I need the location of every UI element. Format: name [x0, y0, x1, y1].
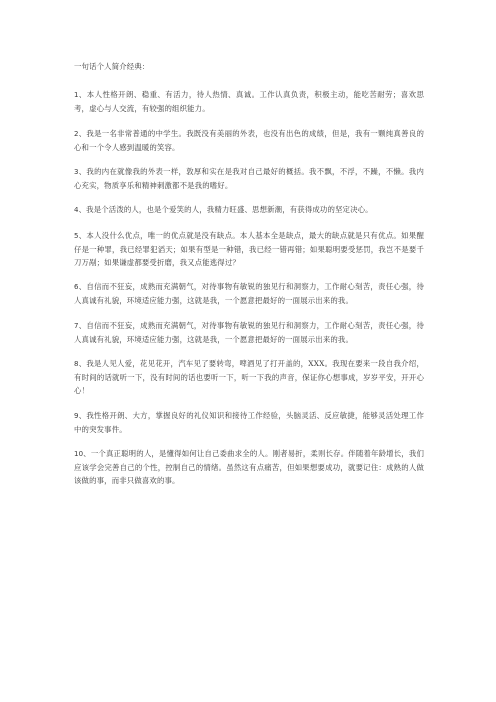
paragraph-text: 、一个真正聪明的人，是懂得如何让自己委曲求全的人。刚者易折，柔则长存。伴随着年龄增长，我们应该学会完善自己的个性，控制自己的情绪。虽然这有点痛苦，但如果想要成功，就要记住：成熟的人做该做的事，而非只做喜欢的事。 — [74, 449, 424, 486]
paragraph-number: 9 — [74, 411, 79, 420]
paragraph-number: 2 — [74, 129, 79, 138]
paragraph — [74, 357, 424, 398]
paragraph-text: 、我的内在就像我的外表一样，敦厚和实在是我对自己最好的概括。我不飘，不浮，不躁，不懒。我内心充实，物质享乐和精神刺激都不是我的嗜好。 — [74, 167, 424, 191]
paragraph-number: 1 — [74, 91, 79, 100]
paragraph — [74, 203, 424, 217]
paragraph — [74, 88, 424, 115]
paragraph-text: 、自信而不狂妄，成熟而充满朝气，对待事物有敏锐的独见行和洞察力，工作耐心刻苦，责任心强，待人真诚有礼貌，环境适应能力强，这就是我，一个愿意把最好的一面展示出来的我。 — [74, 282, 424, 306]
paragraph-text: 、我是个活泼的人，也是个爱笑的人，我精力旺盛、思想新潮，有获得成功的坚定决心。 — [78, 205, 373, 215]
document-title: 一句话个人简介经典： — [74, 62, 150, 71]
paragraph — [74, 280, 424, 307]
paragraph-text: 、我性格开朗、大方，掌握良好的礼仪知识和接待工作经验，头脑灵活、反应敏捷，能够灵活处理工作中的突发事件。 — [74, 410, 424, 434]
paragraph — [74, 319, 424, 346]
paragraph — [74, 229, 424, 270]
paragraph-text: 、我是一名非常普通的中学生。我既没有美丽的外表，也没有出色的成绩，但是，我有一颗纯真善良的心和一个令人感到温暖的笑容。 — [74, 128, 424, 152]
paragraph-number: 5 — [74, 231, 79, 240]
paragraph-text: 、本人性格开朗、稳重、有活力，待人热情、真诚。工作认真负责，积极主动，能吃苦耐劳；喜欢思考，虚心与人交流，有较强的组织能力。 — [74, 90, 424, 114]
paragraph — [74, 409, 424, 436]
paragraph-number: 3 — [74, 168, 79, 177]
paragraph-number: 10 — [74, 450, 84, 459]
paragraph — [74, 165, 424, 192]
paragraph-text: 、自信而不狂妄，成熟而充满朝气，对待事物有敏锐的独见行和洞察力，工作耐心刻苦，责任心强，待人真诚有礼貌，环境适应能力强，这就是我，一个愿意把最好的一面展示出来的我。 — [74, 320, 424, 344]
paragraph-number: 4 — [74, 206, 79, 215]
paragraph — [74, 447, 424, 488]
document-body — [74, 60, 424, 499]
paragraph — [74, 127, 424, 154]
paragraph-number: 7 — [74, 321, 79, 330]
paragraph-text: 、本人没什么优点，唯一的优点就是没有缺点。本人基本全是缺点，最大的缺点就是只有优点。如果醒仔是一种罪，我已经罪犯滔天；如果有型是一种错，我已经一错再错；如果聪明要受惩罚，我岂不是要千刀万剐；如果谦虚都要受折磨，我又点能逃得过？ — [74, 230, 424, 268]
paragraph-number: 8 — [74, 360, 79, 369]
paragraph-number: 6 — [74, 283, 79, 292]
paragraph-text: 、我是人见人爱，花见花开，汽车见了要转弯，啤酒见了打开盖的，XXX。我现在要来一段自我介绍，有时间的话就听一下，没有时间的话也要听一下，听一下我的声音，保证你心想事成，岁岁平安，开开心心！ — [74, 359, 424, 396]
